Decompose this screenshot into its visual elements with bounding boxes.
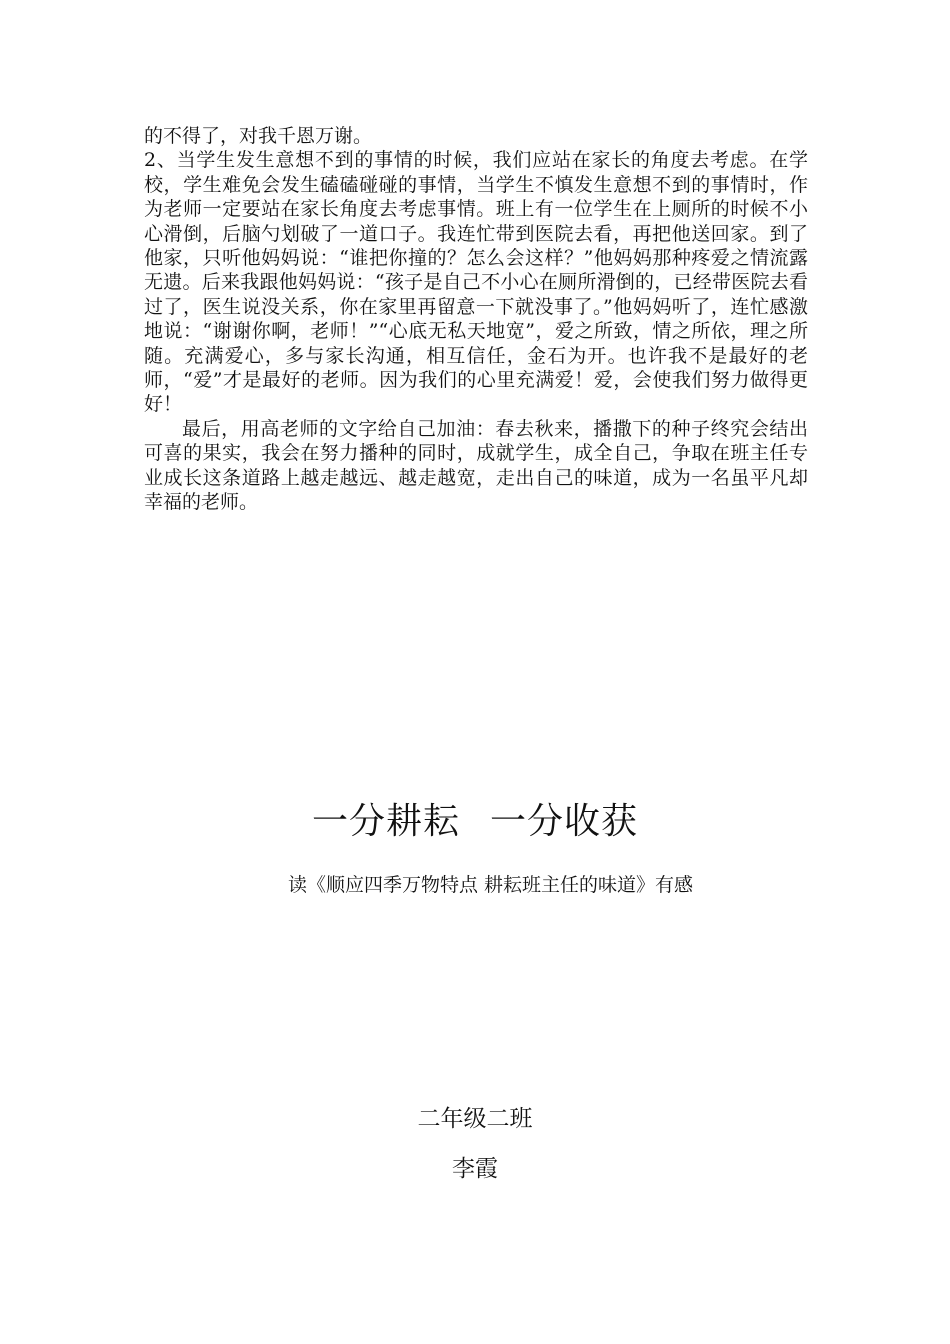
essay-subtitle: 读《顺应四季万物特点 耕耘班主任的味道》有感 bbox=[288, 874, 694, 896]
title-part-1: 一分耕耘 bbox=[311, 801, 460, 842]
class-name: 二年级二班 bbox=[417, 1106, 533, 1132]
paragraph-conclusion: 最后，用高老师的文字给自己加油：春去秋来，播撒下的种子终究会结出可喜的果实，我会在努力播种的同时，成就学生，成全自己，争取在班主任专业成长这条道路上越走越远、越走越宽，走出自己的味道，成为一名虽平凡却幸福的老师。 bbox=[144, 417, 808, 514]
title-part-2: 一分收获 bbox=[490, 801, 639, 842]
essay-title bbox=[0, 800, 950, 844]
author-name: 李霞 bbox=[452, 1156, 498, 1182]
paragraph-point-2: 2、当学生发生意想不到的事情的时候，我们应站在家长的角度去考虑。在学校，学生难免会发生磕磕碰碰的事情，当学生不慎发生意想不到的事情时，作为老师一定要站在家长角度去考虑事情。班上有一位学生在上厕所的时候不小心滑倒，后脑勺划破了一道口子。我连忙带到医院去看，再把他送回家。到了他家，只听他妈妈说：“谁把你撞的？怎么会这样？”他妈妈那种疼爱之情流露无遗。后来我跟他妈妈说：“孩子是自己不小心在厕所滑倒的，已经带医院去看过了，医生说没关系，你在家里再留意一下就没事了。”他妈妈听了，连忙感激地说：“谢谢你啊，老师！”“心底无私天地宽”，爱之所致，情之所依，理之所随。充满爱心，多与家长沟通，相互信任，金石为开。也许我不是最好的老师，“爱”才是最好的老师。因为我们的心里充满爱！爱，会使我们努力做得更好！ bbox=[144, 149, 808, 416]
body-text bbox=[144, 124, 808, 515]
paragraph-continuation: 的不得了，对我千恩万谢。 bbox=[144, 125, 373, 147]
